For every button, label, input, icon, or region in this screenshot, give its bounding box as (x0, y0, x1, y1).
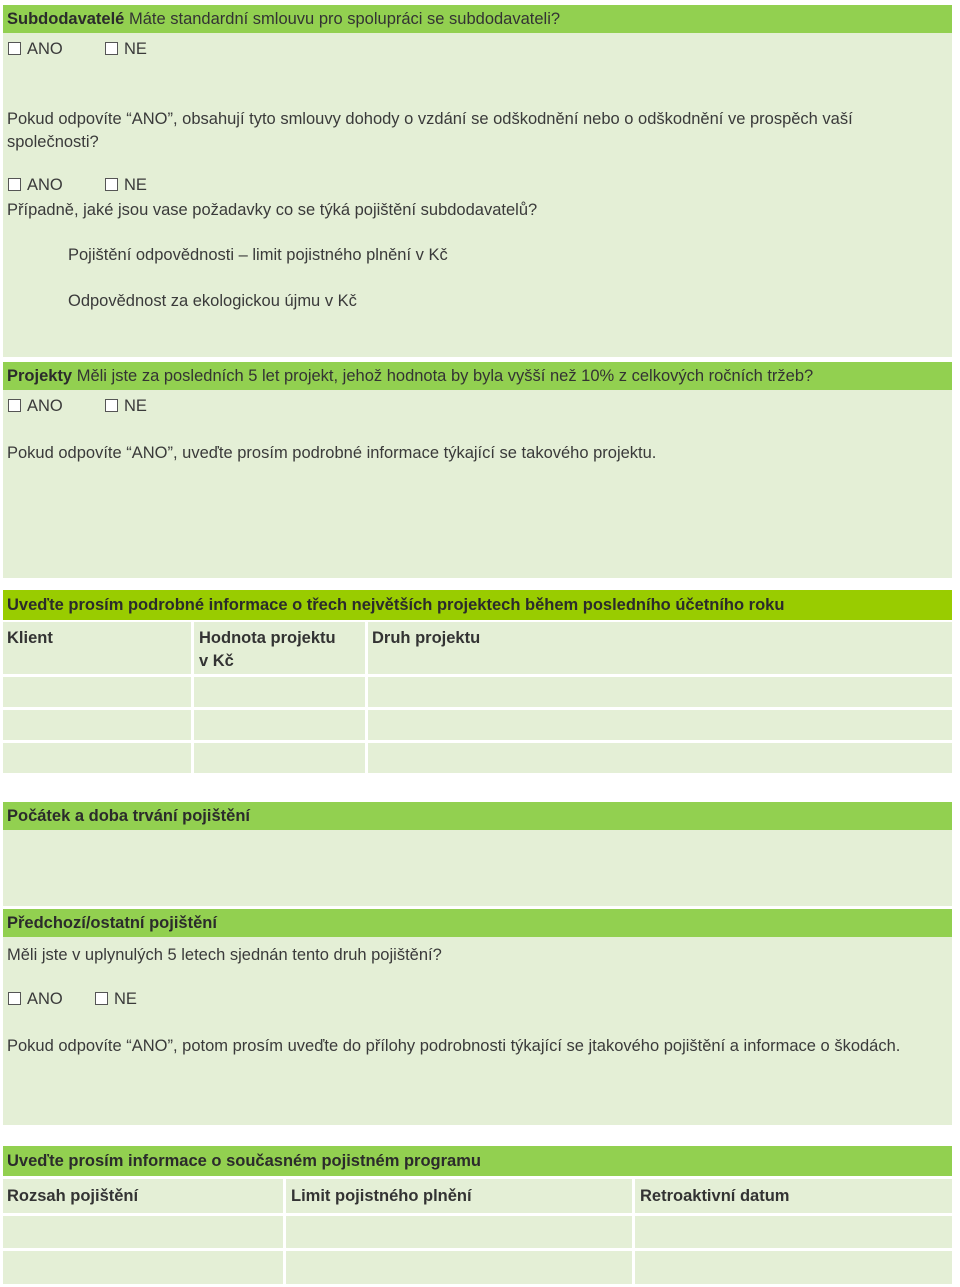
subcontractors-header (3, 5, 952, 33)
eco-liability-label: Odpovědnost za ekologickou újmu v Kč (68, 292, 357, 310)
column-header-client (3, 622, 191, 674)
liability-limit-label: Pojištění odpovědnosti – limit pojistného plnění v Kč (68, 246, 448, 264)
table-cell[interactable] (286, 1251, 632, 1284)
largest-projects-header (3, 590, 952, 620)
projects-followup: Pokud odpovíte “ANO”, uveďte prosím podrobné informace týkající se takového projektu. (7, 444, 657, 462)
checkbox-icon[interactable] (8, 399, 21, 412)
column-header-project-value (194, 622, 365, 674)
projects-panel (3, 390, 952, 578)
previous-insurance-yes-option[interactable] (8, 988, 63, 1010)
column-header-label: Druh projektu (372, 629, 481, 647)
column-header-label: v Kč (199, 652, 234, 670)
column-header-label: Hodnota projektu (199, 629, 336, 647)
table-cell[interactable] (635, 1251, 952, 1284)
table-cell[interactable] (286, 1216, 632, 1248)
previous-insurance-no-option[interactable] (95, 988, 137, 1010)
option-label: NE (114, 990, 137, 1008)
table-cell[interactable] (194, 743, 365, 773)
subcontractors-yes-option-2[interactable] (8, 174, 63, 196)
subcontractors-question: Máte standardní smlouvu pro spolupráci se subdodavateli? (128, 10, 561, 28)
table-cell[interactable] (3, 710, 191, 740)
previous-insurance-followup: Pokud odpovíte “ANO”, potom prosím uveďte do přílohy podrobnosti týkající se jtakového pojištění a informace o škodách. (7, 1037, 901, 1055)
table-cell[interactable] (368, 677, 952, 707)
projects-heading: Projekty (7, 367, 73, 385)
column-header-label: Klient (7, 629, 53, 647)
table-cell[interactable] (368, 710, 952, 740)
option-label: NE (124, 40, 147, 58)
checkbox-icon[interactable] (8, 992, 21, 1005)
column-header-retro-date (635, 1179, 952, 1213)
table-cell[interactable] (194, 677, 365, 707)
checkbox-icon[interactable] (95, 992, 108, 1005)
option-label: ANO (27, 176, 63, 194)
projects-yes-option[interactable] (8, 395, 63, 417)
checkbox-icon[interactable] (105, 178, 118, 191)
subcontractors-requirements: Případně, jaké jsou vase požadavky co se týká pojištění subdodavatelů? (7, 201, 538, 219)
subcontractors-no-option-2[interactable] (105, 174, 147, 196)
option-label: ANO (27, 990, 63, 1008)
table-cell[interactable] (635, 1216, 952, 1248)
subcontractors-yes-option[interactable] (8, 38, 63, 60)
checkbox-icon[interactable] (105, 399, 118, 412)
option-label: ANO (27, 40, 63, 58)
column-header-label: Rozsah pojištění (7, 1187, 139, 1205)
insurance-period-header (3, 802, 952, 830)
insurance-period-heading: Počátek a doba trvání pojištění (7, 807, 250, 825)
column-header-label: Limit pojistného plnění (291, 1187, 472, 1205)
current-program-header (3, 1146, 952, 1176)
table-cell[interactable] (368, 743, 952, 773)
column-header-limit (286, 1179, 632, 1213)
subcontractors-heading: Subdodavatelé (7, 10, 125, 28)
option-label: NE (124, 176, 147, 194)
previous-insurance-header (3, 909, 952, 937)
column-header-scope (3, 1179, 283, 1213)
checkbox-icon[interactable] (8, 42, 21, 55)
previous-insurance-question: Měli jste v uplynulých 5 letech sjednán tento druh pojištění? (7, 946, 442, 964)
previous-insurance-heading: Předchozí/ostatní pojištění (7, 914, 217, 932)
table-cell[interactable] (3, 1251, 283, 1284)
projects-question: Měli jste za posledních 5 let projekt, jehož hodnota by byla vyšší než 10% z celkových ročních tržeb? (76, 367, 814, 385)
checkbox-icon[interactable] (105, 42, 118, 55)
table-cell[interactable] (3, 1216, 283, 1248)
largest-projects-heading: Uveďte prosím podrobné informace o třech největších projektech během posledního účetního roku (7, 596, 785, 614)
subcontractors-no-option[interactable] (105, 38, 147, 60)
projects-header (3, 362, 952, 390)
table-cell[interactable] (3, 743, 191, 773)
option-label: NE (124, 397, 147, 415)
table-cell[interactable] (194, 710, 365, 740)
subcontractors-followup: Pokud odpovíte “ANO”, obsahují tyto smlouvy dohody o vzdání se odškodnění nebo o odškodnění ve prospěch vaší společnosti? (7, 110, 853, 151)
insurance-period-panel[interactable] (3, 830, 952, 906)
table-cell[interactable] (3, 677, 191, 707)
projects-no-option[interactable] (105, 395, 147, 417)
option-label: ANO (27, 397, 63, 415)
checkbox-icon[interactable] (8, 178, 21, 191)
column-header-label: Retroaktivní datum (640, 1187, 790, 1205)
current-program-heading: Uveďte prosím informace o současném pojistném programu (7, 1152, 481, 1170)
column-header-project-type (368, 622, 952, 674)
